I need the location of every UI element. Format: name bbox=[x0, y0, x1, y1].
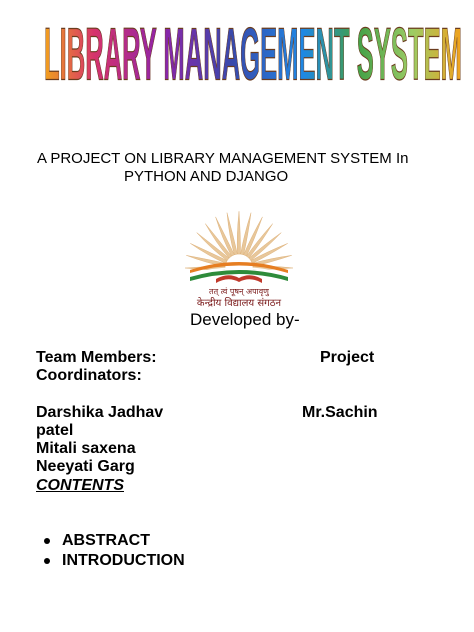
emblem-graphic bbox=[176, 202, 302, 312]
subtitle-line-1: A PROJECT ON LIBRARY MANAGEMENT SYSTEM In bbox=[37, 150, 409, 167]
document-title bbox=[40, 10, 466, 122]
bullet-icon bbox=[44, 558, 50, 564]
title-text: LIBRARY MANAGEMENT SYSTEM bbox=[44, 13, 462, 97]
contents-heading: CONTENTS bbox=[36, 477, 124, 494]
coordinator-name-first: Mr.Sachin bbox=[302, 404, 378, 421]
book-right bbox=[239, 275, 262, 283]
coordinators-label: Coordinators: bbox=[36, 367, 142, 384]
contents-item-abstract: ABSTRACT bbox=[62, 532, 150, 549]
contents-item-introduction: INTRODUCTION bbox=[62, 552, 185, 569]
contents-list bbox=[44, 531, 185, 571]
emblem-name: केन्द्रीय विद्यालय संगठन bbox=[196, 298, 282, 309]
team-member-2: Mitali saxena bbox=[36, 440, 136, 457]
list-item bbox=[44, 531, 185, 551]
list-item bbox=[44, 551, 185, 571]
sun-rays bbox=[185, 211, 293, 270]
project-label: Project bbox=[320, 349, 375, 366]
kvs-emblem-icon bbox=[176, 202, 302, 312]
bullet-icon bbox=[44, 538, 50, 544]
sun-ray bbox=[237, 211, 240, 254]
book-left bbox=[216, 275, 239, 283]
developed-by-label: Developed by- bbox=[190, 310, 300, 329]
coordinator-name-last: patel bbox=[36, 422, 74, 439]
emblem-motto: तत् त्वं पूषन् अपावृणु bbox=[209, 287, 269, 296]
title-wordart bbox=[40, 10, 466, 122]
team-members-label: Team Members: bbox=[36, 349, 157, 366]
subtitle-line-2: PYTHON AND DJANGO bbox=[124, 168, 289, 185]
team-member-3: Neeyati Garg bbox=[36, 458, 135, 475]
team-member-1: Darshika Jadhav bbox=[36, 404, 164, 421]
